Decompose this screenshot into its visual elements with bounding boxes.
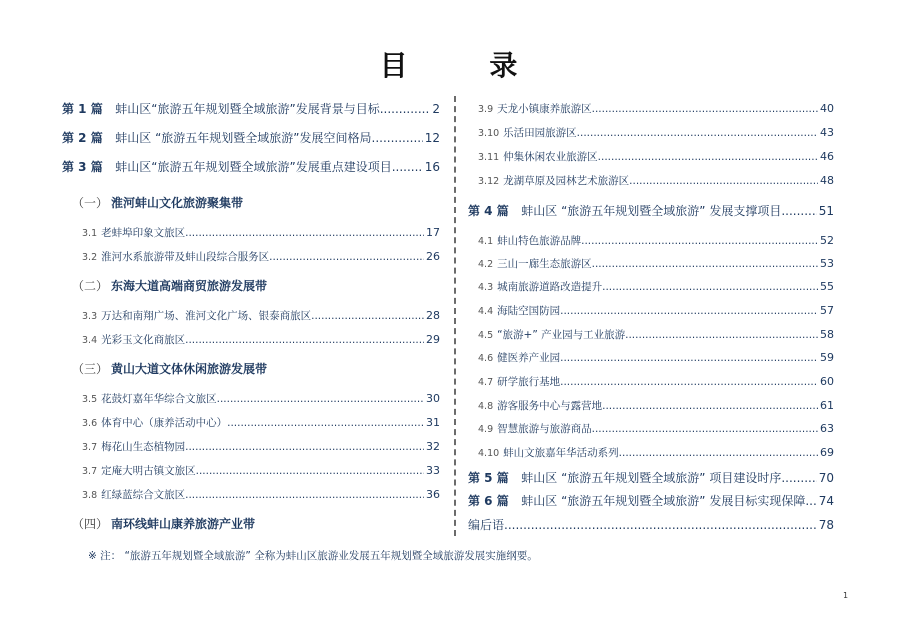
section-heading-1: （一） 淮河蚌山文化旅游聚集带 (72, 196, 244, 210)
toc-entry-3-4[interactable]: 3.4 光彩玉文化商旅区 ..... 29 (82, 332, 440, 347)
toc-entry-3-1[interactable]: 3.1 老蚌埠印象文旅区 ..... 17 (82, 225, 440, 240)
section-heading-2: （二） 东海大道高端商贸旅游发展带 (72, 279, 268, 293)
toc-entry-part-5[interactable]: 第 5 篇 蚌山区 “旅游五年规划暨全域旅游” 项目建设时序 ..... 70 (468, 469, 834, 486)
toc-entry-3-11[interactable]: 3.11 仲集休闲农业旅游区 ..... 46 (478, 149, 834, 164)
column-divider (454, 96, 456, 536)
toc-entry-3-5[interactable]: 3.5 花鼓灯嘉年华综合文旅区 ..... 30 (82, 391, 440, 406)
toc-entry-3-3[interactable]: 3.3 万达和南翔广场、淮河文化广场、银泰商旅区 ..... 28 (82, 308, 440, 323)
toc-entry-4-2[interactable]: 4.2 三山一廊生态旅游区 ..... 53 (478, 256, 834, 271)
page-ref: 12 (424, 131, 440, 145)
toc-entry-4-1[interactable]: 4.1 蚌山特色旅游品牌 ..... 52 (478, 233, 834, 248)
toc-entry-part-3[interactable]: 第 3 篇 蚌山区“旅游五年规划暨全域旅游”发展重点建设项目 ..... 16 (62, 158, 440, 175)
toc-entry-4-3[interactable]: 4.3 城南旅游道路改造提升 ..... 55 (478, 279, 834, 294)
page-number: 1 (843, 591, 849, 600)
footnote: ※ 注： “旅游五年规划暨全域旅游” 全称为蚌山区旅游业发展五年规划暨全域旅游发展实施纲要。 (88, 550, 538, 562)
toc-entry-part-2[interactable]: 第 2 篇 蚌山区 “旅游五年规划暨全域旅游”发展空间格局 ..... 12 (62, 129, 440, 146)
toc-entry-3-10[interactable]: 3.10 乐活田园旅游区 ..... 43 (478, 125, 834, 140)
toc-entry-4-5[interactable]: 4.5 “旅游+” 产业园与工业旅游 ..... 58 (478, 327, 834, 342)
section-heading-4: （四） 南环线蚌山康养旅游产业带 (72, 517, 256, 531)
toc-entry-4-9[interactable]: 4.9 智慧旅游与旅游商品 ..... 63 (478, 421, 834, 436)
toc-entry-4-10[interactable]: 4.10 蚌山文旅嘉年华活动系列 ..... 69 (478, 445, 834, 460)
toc-entry-4-7[interactable]: 4.7 研学旅行基地 ..... 60 (478, 374, 834, 389)
toc-entry-3-6[interactable]: 3.6 体育中心（康养活动中心） ..... 31 (82, 415, 440, 430)
toc-entry-3-12[interactable]: 3.12 龙湖草原及园林艺术旅游区 ..... 48 (478, 173, 834, 188)
page-title: 目 录 (379, 49, 554, 82)
toc-entry-part-6[interactable]: 第 6 篇 蚌山区 “旅游五年规划暨全域旅游” 发展目标实现保障 ..... 74 (468, 492, 834, 509)
page-ref: 16 (424, 160, 440, 174)
toc-entry-3-8[interactable]: 3.8 红绿蓝综合文旅区 ..... 36 (82, 487, 440, 502)
toc-entry-3-2[interactable]: 3.2 淮河水系旅游带及蚌山段综合服务区 ..... 26 (82, 249, 440, 264)
toc-entry-epilogue[interactable]: 编后语 ..... 78 (468, 516, 834, 533)
section-heading-3: （三） 黄山大道文体休闲旅游发展带 (72, 362, 268, 376)
toc-entry-part-1[interactable]: 第 1 篇 蚌山区“旅游五年规划暨全域旅游”发展背景与目标 ..... 2 (62, 100, 440, 117)
toc-entry-part-4[interactable]: 第 4 篇 蚌山区 “旅游五年规划暨全域旅游” 发展支撑项目 ..... 51 (468, 202, 834, 219)
toc-entry-4-6[interactable]: 4.6 健医养产业园 ..... 59 (478, 350, 834, 365)
toc-entry-3-7a[interactable]: 3.7 梅花山生态植物园 ..... 32 (82, 439, 440, 454)
toc-entry-3-7b[interactable]: 3.7 定庵大明古镇文旅区 ..... 33 (82, 463, 440, 478)
toc-entry-4-8[interactable]: 4.8 游客服务中心与露营地 ..... 61 (478, 398, 834, 413)
page-ref: 2 (432, 102, 440, 116)
toc-entry-4-4[interactable]: 4.4 海陆空国防园 ..... 57 (478, 303, 834, 318)
toc-entry-3-9[interactable]: 3.9 天龙小镇康养旅游区 ..... 40 (478, 101, 834, 116)
